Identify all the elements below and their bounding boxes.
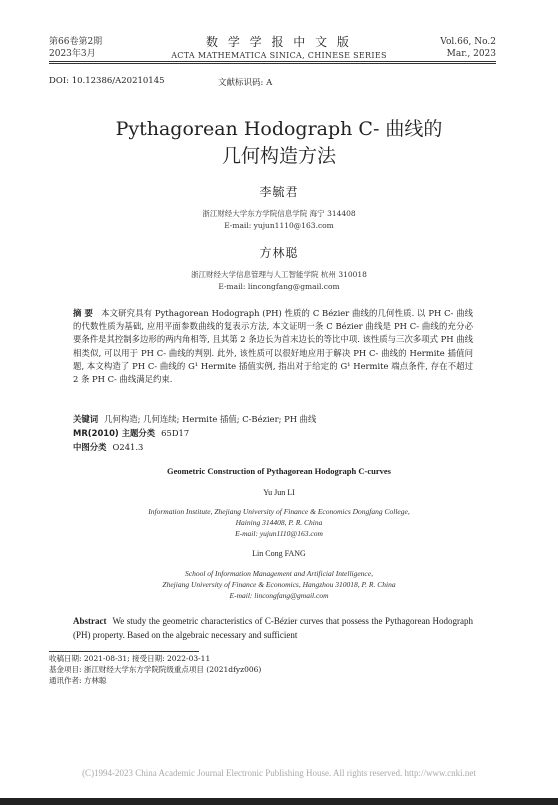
abstract-cn-label: 摘 要 — [73, 308, 94, 318]
volume-cn: 第66卷第2期 — [49, 37, 103, 47]
paper-title-cn — [0, 116, 558, 170]
journal-name-cn: 数 学 学 报 中 文 版 — [206, 35, 352, 49]
affiliation-en-2-line-1: School of Information Management and Artificial Intelligence, — [185, 569, 373, 578]
keywords-label: 关键词 — [73, 414, 99, 424]
abstract-en-text: We study the geometric characteristics of C-Bézier curves that possess the Pythagorean Hodograph (PH) property. Based on the algebraic necessary and sufficient — [73, 616, 473, 640]
document-code: 文献标识码: A — [218, 78, 273, 88]
abstract-cn — [73, 307, 473, 386]
cn-class-label: 中图分类 — [73, 442, 107, 452]
bottom-bar — [0, 798, 558, 805]
cn-classification — [73, 441, 143, 454]
title-line-1: Pythagorean Hodograph C- 曲线的 — [115, 118, 443, 140]
cn-class-text: O241.3 — [112, 442, 144, 452]
email-cn-1: E-mail: yujun1110@163.com — [224, 221, 334, 230]
affiliation-cn-2: 浙江财经大学信息管理与人工智能学院 杭州 310018 — [191, 270, 367, 279]
footnote-corresponding: 通讯作者: 方林聪 — [49, 676, 107, 685]
header-volume-en — [440, 36, 496, 60]
affiliation-en-2-line-2: Zhejiang University of Finance & Economics, Hangzhou 310018, P. R. China — [162, 580, 396, 589]
volume-en: Vol.66, No.2 — [440, 37, 496, 47]
header-rule — [49, 61, 496, 62]
mr-label: MR(2010) 主题分类 — [73, 428, 156, 438]
affiliation-en-1-line-1: Information Institute, Zhejiang University of Finance & Economics Dongfang College, — [148, 507, 410, 516]
date-cn: 2023年3月 — [49, 49, 96, 59]
copyright-notice: (C)1994-2023 China Academic Journal Electronic Publishing House. All rights reserved. http://www.cnki.net — [82, 768, 476, 778]
footnote-received: 收稿日期: 2021-08-31; 接受日期: 2022-03-11 — [49, 654, 211, 663]
header-rule-thin — [49, 63, 496, 64]
title-line-2: 几何构造方法 — [221, 145, 336, 167]
author-cn-1: 李毓君 — [259, 185, 299, 199]
author-en-2: Lin Cong FANG — [252, 549, 306, 558]
abstract-en — [73, 614, 473, 642]
mr-classification — [73, 427, 189, 440]
abstract-cn-text: 本文研究具有 Pythagorean Hodograph (PH) 性质的 C Bézier 曲线的几何性质. 以 PH C- 曲线的代数性质为基础, 应用平面参数曲线的复表示方法, 本文证明一条 C Bézier 曲线是 PH C- 曲线的充分必要条件是其控制多边形的两内角相等, 且其第 2 条边长为首末边长的等比中项. 该性质与三次多项式 PH 曲线相类似, 可以用于 PH C- 曲线的判别. 此外, 该性质可以很好地应用于解决 PH C- 曲线的 Hermite 插值问题, 本文构造了 PH C- 曲线的 G¹ Hermite 插值实例, 指出对于给定的 G¹ Hermite 端点条件, 存在不超过 2 条 PH C- 曲线满足约束. — [73, 308, 473, 385]
footnote-rule — [49, 651, 199, 652]
mr-text: 65D17 — [161, 428, 190, 438]
keywords-text: 几何构造; 几何连续; Hermite 插值; C-Bézier; PH 曲线 — [104, 414, 317, 424]
footnote-funding: 基金项目: 浙江财经大学东方学院院级重点项目 (2021dfyz006) — [49, 665, 262, 674]
doi: DOI: 10.12386/A20210145 — [49, 76, 165, 86]
author-cn-2: 方林聪 — [259, 246, 299, 260]
keywords — [73, 413, 316, 426]
journal-name-en: ACTA MATHEMATICA SINICA, CHINESE SERIES — [171, 51, 387, 60]
email-cn-2: E-mail: lincongfang@gmail.com — [218, 282, 340, 291]
email-en-1: E-mail: yujun1110@163.com — [235, 529, 323, 538]
date-en: Mar., 2023 — [446, 49, 496, 59]
author-en-1: Yu Jun LI — [263, 488, 295, 497]
affiliation-cn-1: 浙江财经大学东方学院信息学院 海宁 314408 — [202, 209, 356, 218]
paper-title-en: Geometric Construction of Pythagorean Hodograph C-curves — [167, 466, 391, 476]
email-en-2: E-mail: lincongfang@gmail.com — [229, 591, 329, 600]
abstract-en-label: Abstract — [73, 616, 107, 626]
affiliation-en-1-line-2: Haining 314408, P. R. China — [235, 518, 323, 527]
